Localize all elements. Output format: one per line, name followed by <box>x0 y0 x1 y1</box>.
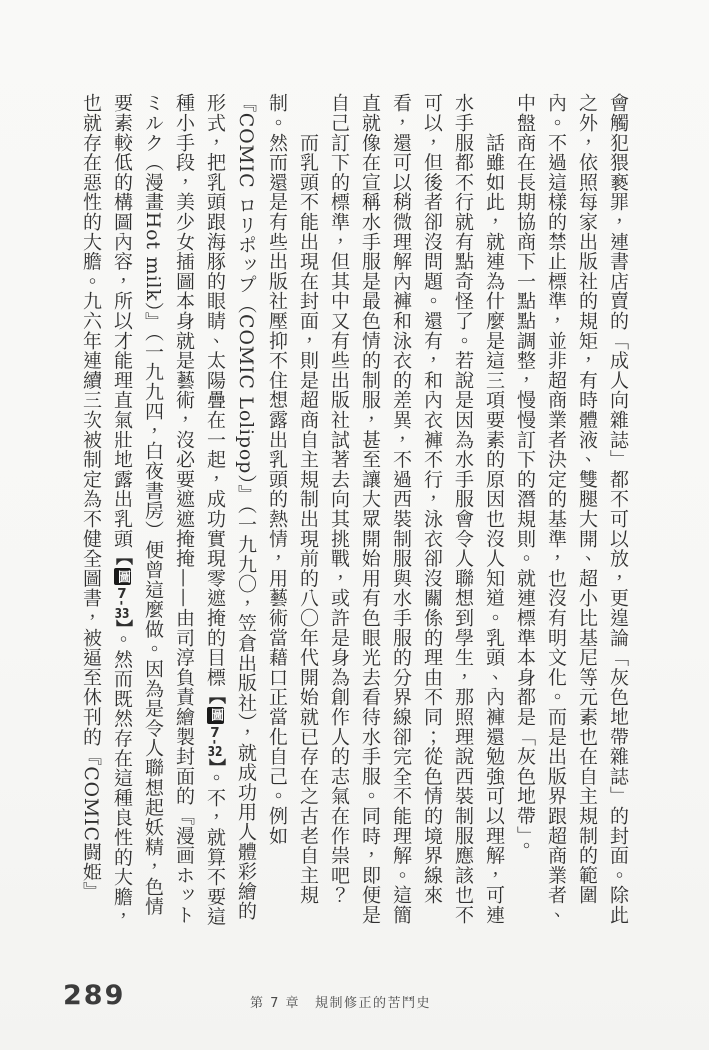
text-column: 看，還可以稍微理解內褲和泳衣的差異，不過西裝制服與水手服的分界線卻完全不能理解。這簡 <box>390 93 412 925</box>
figure-icon: 圖 <box>208 708 223 723</box>
body-text <box>75 93 633 926</box>
bracket-close: 】 <box>112 620 132 630</box>
text-column: 內。不過這樣的禁止標準，並非超商業者決定的基準，也沒有明文化。而是出版界跟超商業者、 <box>545 93 567 925</box>
text-column: ミルク（漫畫Hot milk）』（一九九四，白夜書房）便曾這麼做。因為是令人聯想起妖精，色情 <box>142 93 164 917</box>
text-column: 自己訂下的標準，但其中又有些出版社試著去向其挑戰，或許是身為創作人的志氣在作祟吧？ <box>328 93 350 905</box>
figure-chapter-number: 7 <box>117 587 127 601</box>
text-column: 制。然而還是有些出版社壓抑不住想露出乳頭的熱情，用藝術當藉口正當化自己。例如 <box>266 93 288 846</box>
text-column: 話雖如此，就連為什麼是這三項要素的原因也沒人知道。乳頭、內褲還勉強可以理解，可連 <box>483 93 505 925</box>
text-column: 可以，但後者卻沒問題。還有，和內衣褲不行，泳衣卻沒關係的理由不同；從色情的境界線來 <box>421 93 443 905</box>
text-column: 而乳頭不能出現在封面，則是超商自主規制出現前的八〇年代開始就已存在之古老自主規 <box>297 93 319 905</box>
text-column: 也就存在惡性的大膽。九六年連續三次被制定為不健全圖書，被逼至休刊的『COMIC闘姫』 <box>80 93 102 902</box>
figure-number-dash: - <box>115 600 129 607</box>
bracket-open: 【 <box>112 548 132 567</box>
figure-icon: 圖 <box>115 569 130 584</box>
figure-number: 33 <box>114 606 130 620</box>
figure-reference <box>111 548 133 629</box>
text-column: 『COMIC ロリポップ（COMIC Lolipop）』（一九九〇，笠倉出版社），就成功用人體彩繪的 <box>235 93 257 921</box>
bracket-open: 【 <box>205 687 225 705</box>
text-column: 形式，把乳頭跟海豚的眼睛、太陽疊在一起，成功實現零遮掩的目標【圖7-32】。不，就算不要這 <box>204 93 226 927</box>
text-column: 水手服都不行就有點奇怪了。若說是因為水手服會令人聯想到學生，那照理說西裝制服應該也不 <box>452 93 474 925</box>
text-column: 之外，依照每家出版社的規矩，有時體液、雙腿大開、超小比基尼等元素也在自主規制的範圍 <box>576 93 598 905</box>
figure-number: 32 <box>207 745 223 759</box>
text-column: 種小手段，美少女插圖本身就是藝術，沒必要遮遮掩掩——由司淳負責繪製封面的『漫画ホット <box>173 93 195 925</box>
figure-chapter-number: 7 <box>210 725 220 740</box>
bracket-close: 】 <box>205 758 225 768</box>
chapter-title: 規制修正的苦鬥史 <box>315 996 432 1011</box>
text-column: 中盤商在長期協商下一點點調整，慢慢訂下的潛規則。就連標準本身都是「灰色地帶」。 <box>514 93 536 856</box>
figure-number-dash: - <box>208 739 222 746</box>
page-number: 289 <box>63 980 126 1011</box>
chapter-footer <box>250 992 431 1011</box>
text-column: 會觸犯猥褻罪，連書店賣的「成人向雜誌」都不可以放，更遑論「灰色地帶雜誌」的封面。除此 <box>607 93 629 925</box>
chapter-label: 第 7 章 <box>250 996 301 1011</box>
text-column: 直就像在宣稱水手服是最色情的制服，甚至讓大眾開始用有色眼光去看待水手服。同時，即便是 <box>359 93 381 925</box>
text-column: 要素較低的構圖內容，所以才能理直氣壯地露出乳頭【圖7-33】。然而既然存在這種良性的大膽， <box>111 93 133 927</box>
figure-reference <box>204 687 226 768</box>
